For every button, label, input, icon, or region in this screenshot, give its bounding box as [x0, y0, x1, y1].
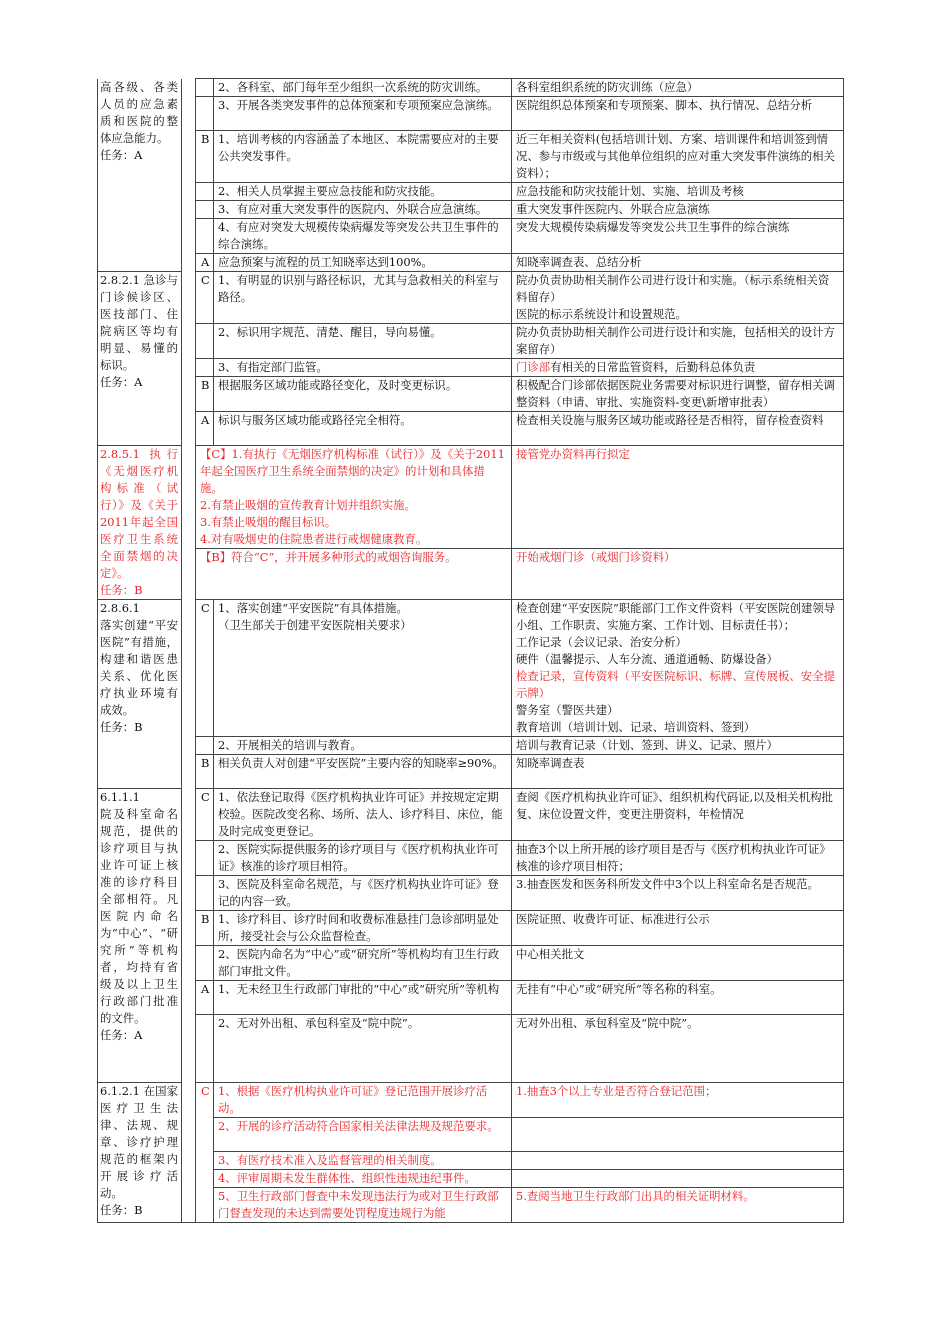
requirement-cell: 2、开展的诊疗活动符合国家相关法律法规及规范要求。	[214, 1118, 512, 1152]
requirement-cell: 1、根据《医疗机构执业许可证》登记范围开展诊疗活动。	[214, 1083, 512, 1118]
requirement-cell: 3、开展各类突发事件的总体预案和专项预案应急演练。	[214, 97, 512, 131]
requirement-cell: 2、无对外出租、承包科室及“院中院”。	[214, 1015, 512, 1083]
requirement-cell	[196, 549, 512, 600]
table-row	[98, 219, 844, 254]
level-cell	[196, 737, 214, 755]
requirement-cell: 标识与服务区域功能或路径完全相符。	[214, 412, 512, 446]
evidence-cell: 5.查阅当地卫生行政部门出具的相关证明材料。	[512, 1188, 844, 1223]
evidence-cell: 医院组织总体预案和专项预案、脚本、执行情况、总结分析	[512, 97, 844, 131]
evidence-cell	[512, 1170, 844, 1188]
evidence-cell: 重大突发事件医院内、外联合应急演练	[512, 201, 844, 219]
level-cell	[196, 841, 214, 876]
level-cell	[196, 97, 214, 131]
table-row	[98, 981, 844, 1015]
item-text: 2.8.2.1 急诊与门诊候诊区、医技部门、住院病区等均有明显、易懂的标识。 任务：A	[100, 273, 178, 389]
item-text: 6.1.2.1 在国家医疗卫生法律、法规、规章、诊疗护理规范的框架内开展诊疗活动。 任务：B	[100, 1084, 178, 1217]
requirement-cell: 1、诊疗科目、诊疗时间和收费标准悬挂门急诊部明显处所，接受社会与公众监督检查。	[214, 911, 512, 946]
table-row	[98, 183, 844, 201]
table-row	[98, 79, 844, 97]
level-cell	[196, 324, 214, 359]
requirement-line: 【B】符合“C”，并开展多种形式的戒烟咨询服务。	[200, 550, 457, 564]
item-cell	[98, 1083, 182, 1223]
requirement-cell: 1、无未经卫生行政部门审批的“中心”或“研究所”等机构	[214, 981, 512, 1015]
evidence-cell: 应急技能和防灾技能计划、实施、培训及考核	[512, 183, 844, 201]
requirement-cell: 3、有医疗技术准入及监督管理的相关制度。	[214, 1152, 512, 1170]
spacer-cell	[182, 446, 196, 600]
level-cell: B	[196, 755, 214, 789]
evidence-cell: 积极配合门诊部依据医院业务需要对标识进行调整，留存相关调整资料（申请、审批、实施资料-变更\新增审批表）	[512, 377, 844, 412]
requirement-line: 3.有禁止吸烟的醒目标识。	[200, 515, 337, 529]
requirement-cell: 2、各科室、部门每年至少组织一次系统的防灾训练。	[214, 79, 512, 97]
requirement-cell: 应急预案与流程的员工知晓率达到100%。	[214, 254, 512, 272]
level-cell	[196, 876, 214, 911]
evidence-cell: 检查相关设施与服务区域功能或路径是否相符，留存检查资料	[512, 412, 844, 446]
requirement-cell: 1、有明显的识别与路径标识，尤其与急救相关的科室与路径。	[214, 272, 512, 324]
requirement-cell: 4、评审周期未发生群体性、组织性违规违纪事件。	[214, 1170, 512, 1188]
item-text: 2.8.6.1 落实创建“平安医院”有措施，构建和谐医患关系、优化医疗执业环境有成效。 任务：B	[100, 601, 178, 734]
level-cell: A	[196, 981, 214, 1015]
requirement-cell: 2、医院实际提供服务的诊疗项目与《医疗机构执业许可证》核准的诊疗项目相符。	[214, 841, 512, 876]
table-row	[98, 1015, 844, 1083]
table-row	[98, 97, 844, 131]
evidence-text: 警务室（警医共建） 教育培训（培训计划、记录、培训资料、签到）	[516, 703, 756, 734]
evidence-cell: 中心相关批文	[512, 946, 844, 981]
requirement-cell: 2、相关人员掌握主要应急技能和防灾技能。	[214, 183, 512, 201]
requirement-cell: 4、有应对突发大规模传染病爆发等突发公共卫生事件的综合演练。	[214, 219, 512, 254]
evidence-cell: 院办负责协助相关制作公司进行设计和实施。（标示系统相关资料留存） 医院的标示系统设计和设置规范。	[512, 272, 844, 324]
table-row	[98, 446, 844, 549]
requirement-cell: 3、医院及科室命名规范，与《医疗机构执业许可证》登记的内容一致。	[214, 876, 512, 911]
standards-table	[97, 78, 844, 1223]
table-row	[98, 254, 844, 272]
table-row	[98, 201, 844, 219]
evidence-text: 检查创建“平安医院”职能部门工作文件资料（平安医院创建领导小组、工作职责、实施方案、工作计划、目标责任书）； 工作记录（会议记录、治安分析） 硬件（温馨提示、人车分流、通道通畅、防爆设备）	[516, 601, 836, 666]
evidence-cell: 突发大规模传染病爆发等突发公共卫生事件的综合演练	[512, 219, 844, 254]
highlight-text: 门诊部	[516, 360, 551, 374]
requirement-cell: 2、开展相关的培训与教育。	[214, 737, 512, 755]
requirement-cell: 1、依法登记取得《医疗机构执业许可证》并按规定定期校验。医院改变名称、场所、法人、诊疗科目、床位，能及时完成变更登记。	[214, 789, 512, 841]
level-cell: C	[196, 600, 214, 737]
spacer-cell	[182, 272, 196, 446]
requirement-line: 4.对有吸烟史的住院患者进行戒烟健康教育。	[200, 532, 428, 546]
table-row	[98, 841, 844, 876]
item-text: 2.8.5.1 执行《无烟医疗机构标准（试行）》及《关于2011年起全国医疗卫生系统全面禁烟的决定》。 任务：B	[100, 447, 178, 597]
requirement-cell: 相关负责人对创建“平安医院”主要内容的知晓率≥90%。	[214, 755, 512, 789]
evidence-cell: 各科室组织系统的防灾训练（应急）	[512, 79, 844, 97]
level-cell	[196, 219, 214, 254]
item-cell	[98, 446, 182, 600]
requirement-cell: 1、落实创建“平安医院”有具体措施。 （卫生部关于创建平安医院相关要求）	[214, 600, 512, 737]
table-row	[98, 876, 844, 911]
evidence-cell: 知晓率调查表	[512, 755, 844, 789]
evidence-cell: 院办负责协助相关制作公司进行设计和实施，包括相关的设计方案留存）	[512, 324, 844, 359]
requirement-cell: 3、有应对重大突发事件的医院内、外联合应急演练。	[214, 201, 512, 219]
evidence-cell	[512, 1118, 844, 1152]
requirement-line: 2.有禁止吸烟的宣传教育计划并组织实施。	[200, 498, 416, 512]
item-cell	[98, 600, 182, 789]
evidence-cell: 无对外出租、承包科室及“院中院”。	[512, 1015, 844, 1083]
table-row	[98, 789, 844, 841]
level-cell	[196, 201, 214, 219]
item-cell	[98, 79, 182, 272]
table-row	[98, 911, 844, 946]
spacer-cell	[182, 79, 196, 272]
highlight-text: 检查记录，宣传资料（平安医院标识、标牌、宣传展板、安全提示牌）	[516, 669, 835, 700]
table-row	[98, 412, 844, 446]
level-cell: B	[196, 377, 214, 412]
item-cell	[98, 272, 182, 446]
table-row	[98, 549, 844, 600]
evidence-cell	[512, 359, 844, 377]
item-text: 高各级、各类人员的应急素质和医院的整体应急能力。 任务：A	[100, 79, 178, 162]
spacer-cell	[182, 1083, 196, 1223]
level-cell: A	[196, 412, 214, 446]
evidence-cell: 培训与教育记录（计划、签到、讲义、记录、照片）	[512, 737, 844, 755]
requirement-cell: 5、卫生行政部门督查中未发现违法行为或对卫生行政部门督查发现的未达到需要处罚程度违规行为能	[214, 1188, 512, 1223]
level-cell	[196, 183, 214, 201]
level-cell	[196, 359, 214, 377]
level-cell: A	[196, 254, 214, 272]
table-row	[98, 755, 844, 789]
table-row	[98, 131, 844, 183]
evidence-cell: 医院证照、收费许可证、标准进行公示	[512, 911, 844, 946]
evidence-cell: 1.抽查3个以上专业是否符合登记范围；	[512, 1083, 844, 1118]
table-row	[98, 1083, 844, 1118]
table-row	[98, 359, 844, 377]
item-cell	[98, 789, 182, 1083]
level-cell: B	[196, 131, 214, 183]
level-cell: C	[196, 1083, 214, 1223]
table-row	[98, 324, 844, 359]
level-cell: C	[196, 789, 214, 841]
evidence-cell: 抽查3个以上所开展的诊疗项目是否与《医疗机构执业许可证》核准的诊疗项目相符；	[512, 841, 844, 876]
item-text: 6.1.1.1 院及科室命名规范，提供的诊疗项目与执业许可证上核准的诊疗科目全部相符。凡医院内命名为“中心”、“研究所”等机构者，均持有省级及以上卫生行政部门批准的文件。 任务：A	[100, 790, 178, 1042]
level-cell	[196, 946, 214, 981]
spacer-cell	[182, 789, 196, 1083]
spacer-cell	[182, 600, 196, 789]
requirement-line: 【C】1.有执行《无烟医疗机构标准（试行）》及《关于2011年起全国医疗卫生系统全面禁烟的决定》的计划和具体措施。	[200, 447, 505, 495]
evidence-cell: 查阅《医疗机构执业许可证》、组织机构代码证,以及相关机构批复、床位设置文件，变更注册资料，年检情况	[512, 789, 844, 841]
requirement-cell: 3、有指定部门监管。	[214, 359, 512, 377]
requirement-cell: 1、培训考核的内容涵盖了本地区、本院需要应对的主要公共突发事件。	[214, 131, 512, 183]
table-row	[98, 946, 844, 981]
table-row	[98, 600, 844, 737]
level-cell	[196, 1015, 214, 1083]
requirement-cell: 2、标识用字规范、清楚、醒目，导向易懂。	[214, 324, 512, 359]
requirement-cell: 根据服务区域功能或路径变化，及时变更标识。	[214, 377, 512, 412]
table-row	[98, 737, 844, 755]
evidence-cell	[512, 1152, 844, 1170]
table-row	[98, 377, 844, 412]
evidence-cell: 开始戒烟门诊（戒烟门诊资料）	[512, 549, 844, 600]
level-cell: B	[196, 911, 214, 946]
requirement-cell: 2、医院内命名为“中心”或“研究所”等机构均有卫生行政部门审批文件。	[214, 946, 512, 981]
level-cell	[196, 79, 214, 97]
evidence-cell: 近三年相关资料(包括培训计划、方案、培训课件和培训签到情况、参与市级或与其他单位组织的应对重大突发事件演练的相关资料）；	[512, 131, 844, 183]
table-row	[98, 272, 844, 324]
requirement-cell	[196, 446, 512, 549]
evidence-cell	[512, 600, 844, 737]
level-cell: C	[196, 272, 214, 324]
evidence-cell: 3.抽查医发和医务科所发文件中3个以上科室命名是否规范。	[512, 876, 844, 911]
evidence-cell: 无挂有“中心”或“研究所”等名称的科室。	[512, 981, 844, 1015]
evidence-text: 有相关的日常监管资料，后勤科总体负责	[550, 360, 756, 374]
evidence-cell: 知晓率调查表、总结分析	[512, 254, 844, 272]
evidence-cell: 接管党办资料再行拟定	[512, 446, 844, 549]
